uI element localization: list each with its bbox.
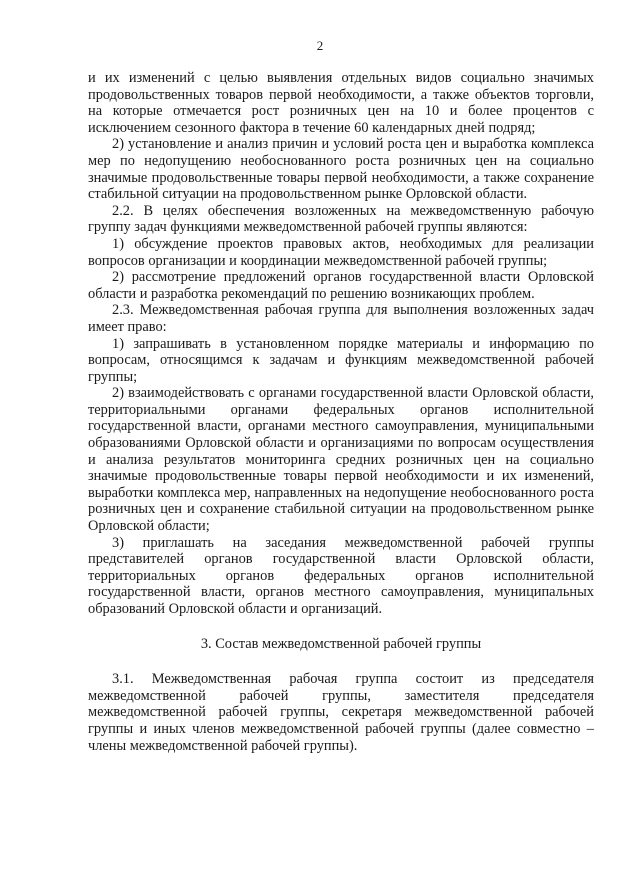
paragraph-item-2: 2) установление и анализ причин и условий роста цен и выработка комплекса мер по недопущению необоснованного роста розничных цен на социально значимые продовольственные товары первой необходимости, а также сохранение стабильной ситуации на продовольственном рынке Орловской области. bbox=[88, 136, 594, 203]
paragraph-continuation: и их изменений с целью выявления отдельных видов социально значимых продовольственных товаров первой необходимости, а также объектов торговли, на которые отмечается рост розничных цен на 10 и более процентов с исключением сезонного фактора в течение 60 календарных дней подряд; bbox=[88, 70, 594, 136]
paragraph-2-3-item-3: 3) приглашать на заседания межведомственной рабочей группы представителей органов государственной власти Орловской области, территориальных органов федеральных органов исполнительной государственной власти, органов местного самоуправления, муниципальных образований Орловской области и организаций. bbox=[88, 534, 594, 617]
document-body bbox=[88, 70, 594, 754]
paragraph-2-3-item-2: 2) взаимодействовать с органами государственной власти Орловской области, территориальными органами федеральных органов исполнительной государственной власти, органами местного самоуправления, муниципальными образованиями Орловской области и организациями по вопросам осуществления и анализа результатов мониторинга средних розничных цен на социально значимые продовольственные товары первой необходимости и их изменений, выработки комплекса мер, направленных на недопущение необоснованного роста розничных цен и сохранение стабильной ситуации на продовольственном рынке Орловской области; bbox=[88, 385, 594, 535]
paragraph-3-1: 3.1. Межведомственная рабочая группа состоит из председателя межведомственной рабочей группы, заместителя председателя межведомственной рабочей группы, секретаря межведомственной рабочей группы и иных членов межведомственной рабочей группы (далее совместно – члены межведомственной рабочей группы). bbox=[88, 671, 594, 754]
paragraph-2-2-item-1: 1) обсуждение проектов правовых актов, необходимых для реализации вопросов организации и координации межведомственной рабочей группы; bbox=[88, 235, 594, 269]
section-heading: 3. Состав межведомственной рабочей группы bbox=[200, 635, 482, 652]
paragraph-2-2-item-2: 2) рассмотрение предложений органов государственной власти Орловской области и разработка рекомендаций по решению возникающих проблем. bbox=[88, 269, 594, 302]
paragraph-2-3-item-1: 1) запрашивать в установленном порядке материалы и информацию по вопросам, относящимся к задачам и функциям межведомственной рабочей группы; bbox=[88, 335, 594, 385]
paragraph-2-3: 2.3. Межведомственная рабочая группа для выполнения возложенных задач имеет право: bbox=[88, 302, 594, 335]
paragraph-2-2: 2.2. В целях обеспечения возложенных на межведомственную рабочую группу задач функциями межведомственной рабочей группы являются: bbox=[88, 202, 594, 236]
page-number: 2 bbox=[316, 38, 324, 53]
